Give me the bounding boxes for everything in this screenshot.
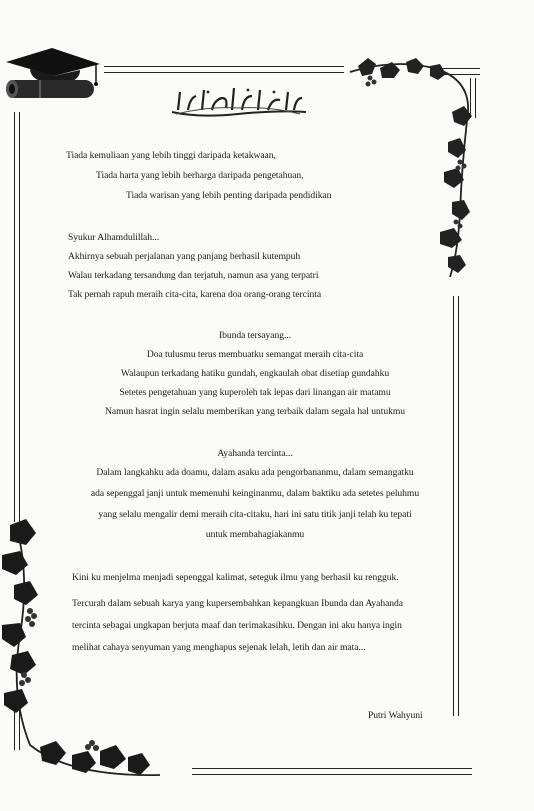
section4-line: tercinta sebagai ungkapan berjuta maaf dan terimakasihku. Dengan ini aku hanya ingin	[72, 620, 402, 631]
signature: Putri Wahyuni	[368, 710, 423, 721]
calligraphy-header-icon	[168, 84, 310, 120]
grape-vine-top-right-icon	[340, 52, 480, 282]
section2-line: Setetes pengetahuan yang kuperoleh tak lepas dari linangan air matamu	[119, 387, 391, 398]
verse-line-3: Tiada warisan yang lebih penting daripada pendidikan	[126, 190, 332, 201]
section1-line: Akhirnya sebuah perjalanan yang panjang berhasil kutempuh	[68, 251, 301, 262]
left-border-rule	[14, 112, 20, 522]
section3-line: yang selalu mengalir demi meraih cita-citaku, hari ini satu titik janji telah ku tepati	[98, 509, 412, 520]
section2-line: Namun hasrat ingin selalu memberikan yang terbaik dalam segala hal untukmu	[104, 406, 405, 417]
section1-line: Tak pernah rapuh meraih cita-cita, karena doa orang-orang tercinta	[68, 289, 322, 300]
verse-line-1: Tiada kemuliaan yang lebih tinggi daripada ketakwaan,	[66, 150, 276, 161]
section4-line: melihat cahaya senyuman yang menghapus sejenak lelah, letih dan air mata...	[72, 642, 366, 653]
section1-heading: Syukur Alhamdulillah...	[68, 232, 160, 243]
section3-line: ada sepenggal janji untuk memenuhi keinginanmu, dalam baktiku ada setetes peluhmu	[90, 488, 420, 499]
section3-line: untuk membahagiakanmu	[205, 529, 305, 540]
section2-heading: Ibunda tersayang...	[218, 330, 292, 341]
graduation-cap-icon	[0, 42, 110, 112]
section3-heading: Ayahanda tercinta...	[217, 448, 293, 459]
section1-line: Walau terkadang tersandung dan terjatuh, namun asa yang terpatri	[68, 270, 319, 281]
right-border-rule	[453, 296, 459, 716]
section4-line: Tercurah dalam sebuah karya yang kupersembahkan kepangkuan Ibunda dan Ayahanda	[72, 598, 403, 609]
section2-line: Doa tulusmu terus membuatku semangat meraih cita-cita	[146, 349, 364, 360]
section4-line: Kini ku menjelma menjadi sepenggal kalimat, seteguk ilmu yang berhasil ku rengguk.	[72, 572, 399, 583]
top-border-rule	[104, 66, 344, 73]
section3-line: Dalam langkahku ada doamu, dalam asaku ada pengorbananmu, dalam semangatku	[96, 467, 414, 478]
section2-line: Walaupun terkadang hatiku gundah, engkaulah obat disetiap gundahku	[120, 368, 390, 379]
verse-line-2: Tiada harta yang lebih berharga daripada pengetahuan,	[96, 170, 304, 181]
bottom-border-rule	[192, 768, 472, 775]
